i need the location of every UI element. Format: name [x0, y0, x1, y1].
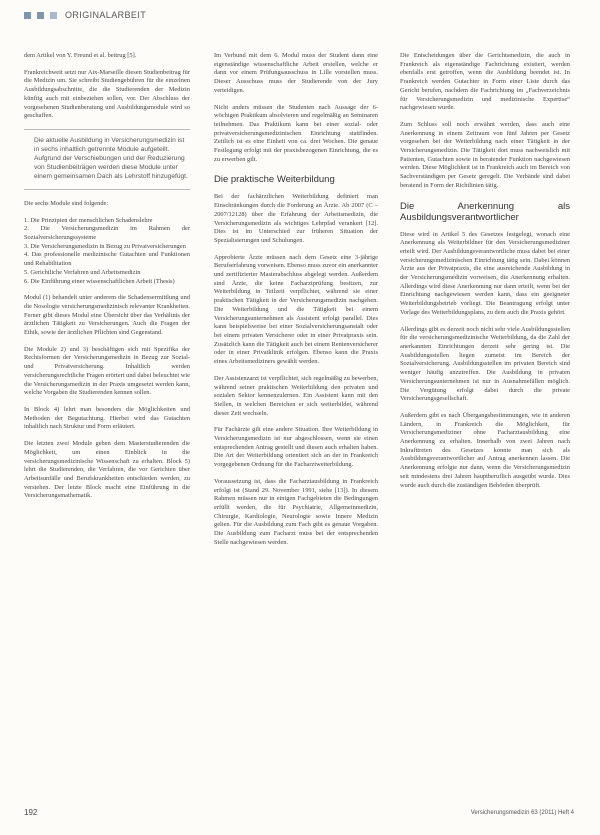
section-label: ORIGINALARBEIT — [65, 10, 147, 20]
paragraph: Bei der fachärztlichen Weiterbildung definiert man Einschränkungen durch die Forderung an Ärzte. Ab 2007 (C – 2007/12128) über die Erfahrung der Arbeitsmedizin, die Versicherungsmedizin als wichtiges Lehrpfad verankert [12]. Dies ist im Unterschied zur früheren Situation der Spezialisierungen und Schulungen. — [214, 193, 378, 244]
paragraph: Der Assistenzarzt ist verpflichtet, sich regelmäßig zu bewerben, während seiner praktischen Weiterbildung den privaten und sozialen Sektor kennenzulernen. Ein Assistent kann mit den Stellen, in welchen Bereichen er sich weiterbildet, während dieser Zeit wechseln. — [214, 374, 378, 417]
list-item: 6. Die Einführung einer wissenschaftlichen Arbeit (Thesis) — [24, 277, 175, 285]
paragraph: Diese wird in Artikel 5 des Gesetzes festgelegt, wonach eine Anerkennung als Weiterbildner für den Versicherungsmediziner erteilt wird. Der Ausbildungsverantwortliche muss dabei bei einer versicherungsmedizinischen Einrichtung tätig sein. Dabei können Ärzte aus der Privatpraxis, die eine ausreichende Ausbildung in der Versicherungsmedizin vorweisen, die Anerkennung erhalten. Allerdings wird diese Anerkennung nur dann erteilt, wenn bei der Einrichtung nachgewiesen werden kann, dass ein geeigneter Weiterbildungsbetrieb vorliegt. Die Beantragung erfolgt unter Vorlage des Weiterbildungsplans, zu dem auch die Praxis gehört. — [400, 230, 570, 316]
header-square-icon — [50, 12, 57, 19]
header-square-icon — [24, 12, 31, 19]
paragraph: Für Fachärzte gilt eine andere Situation. Ihre Weiterbildung in Versicherungsmedizin ist nur abgeschlossen, wenn sie einen entsprechenden Antrag gestellt und diesen auch erhalten haben. Die Art der Weiterbildung orientiert sich an der in Frankreich vorgegebenen Ordnung für die Facharztweiterbildung. — [214, 426, 378, 469]
paragraph: Zum Schluss soll noch erwähnt werden, dass auch eine Anerkennung in einem Zeitraum von fünf Jahren per Gesetz vorgesehen bei der Weiterbildung nach einer Tätigkeit in der Versicherungsmedizin. Die Tätigkeit dort muss nachweislich mit Patienten, Gutachten sowie in beratender Funktion nachgewiesen werden. Diese Möglichkeit ist in Frankreich auch im Bereich von Sachverständigen per Gesetz geregelt. Die Verbände sind dabei beratend in Form der Richtlinien tätig. — [400, 120, 570, 189]
paragraph: In Block 4) lehrt man besonders die Möglichkeiten und Methoden der Begutachtung. Hierbei wird das Gutachten inhaltlich nach Struktur und Form erläutert. — [24, 405, 190, 431]
highlight-box: Die aktuelle Ausbildung in Versicherungsmedizin ist in sechs inhaltlich getrennte Module aufgeteilt. Aufgrund der Verschiebungen und der Reduzierung von Studienbeiträgen werden diese Module unter einem gemeinsamen Dach als Lehrstoff hinzugefügt. — [24, 129, 190, 190]
list-item: 3. Die Versicherungsmedizin in Bezug zu Privatversicherungen — [24, 242, 186, 250]
section-heading: Die Anerkennung als Ausbildungsverantwortlicher — [400, 200, 570, 223]
paragraph: Die Module 2) und 3) beschäftigen sich mit Spezifika der Rechtsformen der Versicherungsmedizin in Bezug zur Sozial- und Privatversicherung. Inhaltlich werden versicherungsrechtliche Fragen erörtert und dabei beleuchtet wie die Versicherungsmedizin in der Praxis umgesetzt werden kann, welche Vorgaben die Studierenden kennen sollen. — [24, 345, 190, 397]
list-item: 2. Die Versicherungsmedizin im Rahmen der Sozialversicherungssysteme — [24, 225, 190, 242]
paragraph: Approbierte Ärzte müssen nach dem Gesetz eine 3-jährige Berufserfahrung vorweisen. Ebenso muss zuvor ein anerkannter und zertifizierter Masterabschluss abgelegt werden. Außerdem sind Ärzte, die keine Facharztprüfung besitzen, zur Weiterbildung in Teilzeit verpflichtet, während sie einer praktischen Tätigkeit in der Versicherungsmedizin nachgehen. Die Weiterbildung und die Tätigkeit bei einem Versicherungsunternehmen als Assistent erfolgt parallel. Dies kann beispielsweise bei einer Sozialversicherungsanstalt oder bei einem privaten Versicherer oder in einer Privatpraxis sein. Zusätzlich kann die Tätigkeit auch bei einem Rentenversicherer oder in einer Privatklinik erfolgen. Ebenso kann die Praxis eines Arbeitsmediziners gewählt werden. — [214, 253, 378, 366]
column-right — [400, 52, 570, 498]
list-item: 4. Das professionelle medizinische Gutachten und Funktionen und Rehabilitation — [24, 251, 190, 268]
list-intro: Die sechs Module sind folgende: — [24, 199, 109, 207]
paragraph: Voraussetzung ist, dass die Facharztausbildung in Frankreich erfolgt ist (Stand 29. November 1991, siehe [13]). In diesem Rahmen müssen nur in einigen Fachgebieten die Bedingungen erfüllt werden, die für Psychiatrie, Allgemeinmedizin, Chirurgie, Kardiologie, Neurologie sowie Innere Medizin gelten. Für die Ausbildung zum Fach gibt es genaue Vorgaben. Die Ausbildung zum Facharzt muss bei der entsprechenden Stelle nachgewiesen werden. — [214, 477, 378, 546]
header-square-icon — [37, 12, 44, 19]
journal-citation: Versicherungsmedizin 63 (2011) Heft 4 — [470, 810, 574, 816]
page-header — [24, 10, 146, 20]
module-list — [24, 217, 190, 287]
section-heading: Die praktische Weiterbildung — [214, 174, 335, 186]
paragraph: Im Verbund mit dem 6. Modul muss der Student dann eine eigenständige wissenschaftliche Arbeit erstellen, welche er dann vor einem Prüfungsausschuss in Lille vorstellen muss. Dieser Ausschuss muss der Studierende von der Jury verteidigen. — [214, 52, 378, 94]
paragraph: Die Entscheidungen über die Gerichtsmedizin, die auch in Frankreich als eigenständige Fachrichtung existiert, werden ebenfalls erst getroffen, wenn die Ausbildung beendet ist. In Frankreich werden Gutachter in Form einer Liste durch das Gericht berufen, nachdem die Fachrichtung im „Fachverzeichnis für Versicherungsmedizin und medizinische Expertise“ nachgewiesen wurde. — [400, 52, 570, 112]
paragraph: Allerdings gibt es derzeit noch nicht sehr viele Ausbildungsstellen für die versicherungsmedizinische Weiterbildung, da die Zahl der anerkannten Einrichtungen derzeit sehr gering ist. Die Ausbildungsstellen liegen zumeist im Bereich der Sozialversicherung. Ausbildungsstellen im privaten Bereich sind weniger häufig anzutreffen. Die Ausbildung in privaten Versicherungsunternehmen ist nur in Ausnahmefällen möglich. Die Vergütung erfolgt dabei durch die private Versicherungsgesellschaft. — [400, 325, 570, 403]
paragraph: Die letzten zwei Module geben dem Masterstudierenden die Möglichkeit, um einen Einblick in die versicherungsmedizinische Wissenschaft zu erhalten. Block 5) lehrt die Studierenden, die Verfahren, die vor Gerichten über Arbeitsunfälle und Berufskrankheiten entschieden werden, zu verstehen. Der letzte Block macht eine Einführung in die Versicherungsmathematik. — [24, 440, 190, 500]
paragraph: Nicht anders müssen die Studenten nach Aussage der 6-wöchigen Praktikum absolvieren und regelmäßig an Seminaren teilnehmen. Das Praktikum kann bei einer sozial- oder privatversicherungsmedizinischen Einrichtung stattfinden. Zeitlich ist es eine Einheit von ca. drei Wochen. Die genaue Festlegung erfolgt mit der praxisbezogenen Einrichtung, die es zu erwerben gilt. — [214, 103, 378, 163]
column-left — [24, 52, 190, 509]
page-number: 192 — [24, 808, 38, 817]
column-middle — [214, 52, 378, 555]
paragraph: dem Artikel von Y. Freund et al. beitrug [5]. — [24, 52, 137, 59]
paragraph: Frankreichweit setzt nur Aix-Marseille diesen Studienbeitrag für die Medizin um. Sie schreibt Studiengebühren für die einzelnen Ausbildungsabschnitte, die die Studierenden der Medizin künftig auch mit einbeziehen sollen, vor. Der Abschluss der vorgesehenen Studienberatung und Ausbildungsmodule wird so geschaffen. — [24, 68, 190, 120]
paragraph: Außerdem gibt es nach Übergangsbestimmungen, wie in anderen Ländern, in Frankreich die Möglichkeit, für Versicherungsmediziner ohne Facharztausbildung eine Anerkennung zu erhalten. Innerhalb von zwei Jahren nach Inkrafttreten des Gesetzes konnte man sich als Ausbildungsverantwortlicher auf Antrag anerkennen lassen. Die Anerkennung erfolgte nur dann, wenn die Versicherungsmedizin seit mindestens drei Jahren hauptberuflich ausgeübt wurde. Dies wurde auch durch die zuständigen Behörden überprüft. — [400, 411, 570, 489]
paragraph: Modul (1) behandelt unter anderem die Schadensermittlung und die Nosologie versicherungsmedizinisch relevanter Krankheiten. Ferner gibt dieses Modul eine Übersicht über das Verhältnis der ärztlichen Tätigkeit zu Versicherungen. Auch die Fragen der Ethik, sowie der ärztlichen Pflichten sind Gegenstand. — [24, 294, 190, 337]
list-item: 1. Die Prinzipien der menschlichen Schadenslehre — [24, 216, 153, 224]
list-item: 5. Gerichtliche Verfahren und Arbeitsmedizin — [24, 268, 141, 276]
